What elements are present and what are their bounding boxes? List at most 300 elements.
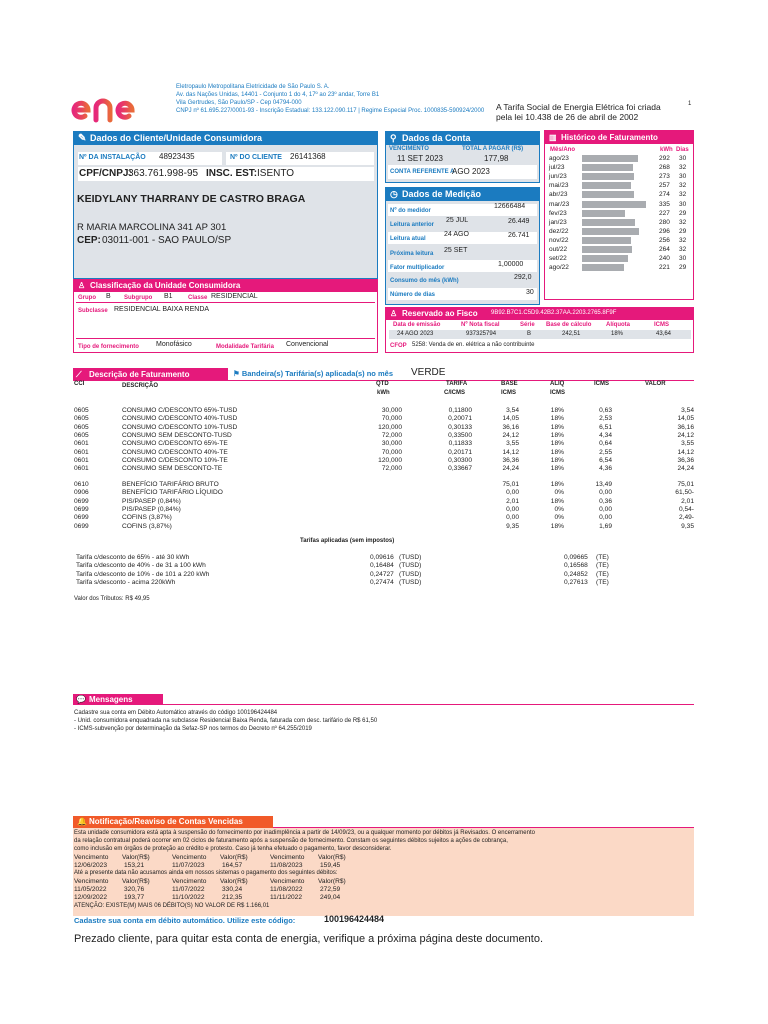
tarifas-list — [74, 554, 694, 594]
hist-mes: jan/23 — [549, 218, 567, 226]
icms-header: ICMS — [654, 322, 669, 328]
hist-bar — [582, 255, 628, 262]
hist-mes-header: Mês/Ano — [550, 147, 576, 153]
item-valor: 0,54- — [678, 505, 694, 513]
item-cci: 0699 — [74, 522, 89, 530]
leitura-atual-label: Leitura atual — [390, 236, 426, 242]
item-aliq: 18% — [550, 431, 564, 439]
cpf-label: CPF/CNPJ: — [79, 168, 132, 179]
tarifa-descricao: Tarifa s/desconto - acima 220kWh — [76, 578, 176, 586]
tipo-fornecimento-value: Monofásico — [156, 341, 192, 348]
col-base-sub: ICMS — [501, 390, 516, 396]
bell-icon: 🔔 — [77, 817, 87, 826]
item-cci: 0601 — [74, 448, 89, 456]
hist-row — [549, 218, 694, 227]
mensagem-2: - Unid. consumidora enquadrada na subclasse Residencial Baixa Renda, faturada com desc. tarifário de R$ 61,50 — [74, 718, 378, 724]
cliente-header — [74, 132, 377, 145]
faturamento-items — [74, 407, 694, 477]
hist-mes: fev/23 — [549, 209, 567, 217]
item-aliq: 0% — [554, 489, 564, 497]
medidor-value: 12666484 — [494, 203, 526, 210]
consumo-value: 292,0 — [514, 274, 532, 281]
classificacao-title: Classificação da Unidade Consumidora — [90, 281, 241, 290]
venc-header: Vencimento — [74, 878, 109, 885]
proxima-leitura-value: 25 SET — [444, 247, 468, 254]
tarifa-descricao: Tarifa c/desconto de 65% - até 30 kWh — [76, 554, 190, 561]
col-valor: VALOR — [645, 381, 666, 387]
item-base: 14,05 — [502, 415, 519, 423]
item-aliq: 18% — [550, 423, 564, 431]
base-value: 242,51 — [562, 331, 581, 337]
grupo-label: Grupo — [78, 295, 96, 301]
hist-mes: ago/23 — [549, 155, 569, 162]
subgrupo-value: B1 — [164, 293, 173, 300]
hist-mes: mai/23 — [549, 182, 569, 190]
bar-chart-icon: ▥ — [549, 133, 557, 142]
item-valor: 61,50- — [675, 489, 694, 497]
item-descricao: CONSUMO SEM DESCONTO-TE — [122, 465, 223, 473]
item-cci: 0605 — [74, 407, 89, 414]
tarifa-te: 0,09665 — [564, 554, 588, 561]
item-descricao: COFINS (3,87%) — [122, 522, 172, 530]
item-tarifa: 0,20171 — [448, 448, 472, 456]
lei-text: pela lei 10.438 de 26 de abril de 2002 — [496, 112, 639, 122]
notificacao-panel — [73, 816, 694, 916]
debito-codigo: 100196424484 — [324, 914, 385, 924]
item-tarifa: 0,20071 — [448, 415, 472, 423]
item-aliq: 0% — [554, 514, 564, 522]
company-name: Eletropaulo Metropolitana Eletricidade de São Paulo S. A. — [176, 84, 330, 90]
item-tarifa: 0,11800 — [448, 407, 472, 414]
fisco-title: Reservado ao Fisco — [402, 309, 478, 318]
total-label: TOTAL A PAGAR (R$) — [462, 146, 524, 152]
search-icon: ⚲ — [390, 133, 397, 143]
hist-kwh: 257 — [659, 182, 670, 190]
item-valor: 24,12 — [677, 431, 694, 439]
item-valor: 14,05 — [677, 415, 694, 423]
cliente-title: Dados do Cliente/Unidade Consumidora — [90, 133, 263, 143]
item-qtd: 72,000 — [381, 431, 402, 439]
total-value: 177,98 — [484, 154, 509, 163]
hist-dias: 32 — [679, 236, 687, 244]
debito-valor: 164,57 — [222, 862, 243, 869]
leitura-anterior-value: 26.449 — [508, 218, 530, 225]
cliente-num-value: 26141368 — [290, 152, 326, 161]
hist-kwh: 264 — [659, 246, 670, 253]
instalacao-value: 48923435 — [159, 152, 195, 161]
item-descricao: CONSUMO C/DESCONTO 40%-TUSD — [122, 415, 238, 423]
item-qtd: 120,000 — [378, 423, 402, 431]
faturamento-table-header — [74, 381, 694, 401]
nota-header: Nº Nota fiscal — [461, 322, 500, 328]
tarifa-descricao: Tarifa c/desconto de 40% - de 31 a 100 kWh — [76, 562, 206, 570]
cep-value: 03011-001 - SAO PAULO/SP — [102, 235, 232, 246]
item-tarifa: 0,11833 — [448, 440, 472, 448]
hist-kwh: 240 — [659, 255, 670, 263]
emissao-value: 24 AGO 2023 — [397, 331, 434, 337]
modalidade-label: Modalidade Tarifária — [216, 344, 274, 350]
tarifa-te-label: (TE) — [596, 578, 609, 586]
item-base: 36,16 — [502, 423, 519, 431]
item-qtd: 30,000 — [381, 440, 402, 448]
chat-icon: 💬 — [76, 695, 86, 704]
item-descricao: CONSUMO C/DESCONTO 65%-TUSD — [122, 407, 238, 414]
item-aliq: 18% — [550, 522, 564, 530]
hist-kwh: 296 — [659, 227, 670, 235]
venc-header: Vencimento — [74, 854, 109, 861]
classificacao-header — [74, 280, 377, 292]
item-icms: 0,64 — [599, 440, 612, 448]
item-descricao: CONSUMO C/DESCONTO 40%-TE — [122, 448, 228, 456]
item-qtd: 70,000 — [381, 448, 402, 456]
item-icms: 0,00 — [599, 505, 612, 513]
valor-header: Valor(R$) — [220, 854, 248, 861]
customer-address: R MARIA MARCOLINA 341 AP 301 — [77, 222, 227, 233]
notificacao-p2: da relação contratual poderá ocorrer em 02 ciclos de faturamento após a suspensão de fornecimento. Constam os seguintes débitos sujeitos a ações de cobrança, — [74, 838, 508, 844]
hist-bar — [582, 182, 631, 189]
tarifa-te: 0,27613 — [564, 578, 588, 586]
medicao-header — [386, 188, 539, 201]
item-icms: 0,00 — [599, 489, 612, 497]
classe-label: Classe — [188, 295, 208, 301]
fisco-panel — [385, 307, 694, 353]
faturamento-title: Descrição de Faturamento — [89, 370, 190, 379]
item-base: 75,01 — [502, 481, 519, 488]
item-base: 0,00 — [506, 489, 519, 497]
bandeira-label — [233, 369, 393, 378]
item-tarifa: 0,33667 — [448, 465, 472, 473]
item-cci: 0605 — [74, 415, 89, 423]
emissao-header: Data de emissão — [393, 322, 441, 328]
item-icms: 2,55 — [599, 448, 612, 456]
hist-dias: 32 — [679, 182, 687, 190]
hist-mes: nov/22 — [549, 236, 569, 244]
item-icms: 6,54 — [599, 456, 612, 464]
hist-kwh: 227 — [659, 209, 670, 217]
faturamento-items-2 — [74, 481, 694, 531]
hist-row — [549, 263, 694, 272]
mensagem-1: Cadastre sua conta em Débito Automático através do código 100196424484 — [74, 710, 278, 716]
grupo-value: B — [106, 293, 111, 300]
hist-kwh: 268 — [659, 164, 670, 172]
item-valor: 2,01 — [681, 497, 694, 505]
tarifa-tusd: 0,27474 — [370, 578, 394, 586]
proxima-leitura-label: Próxima leitura — [390, 251, 434, 257]
hist-bar — [582, 201, 646, 208]
hist-row — [549, 209, 694, 218]
item-qtd: 70,000 — [381, 415, 402, 423]
tarifa-tusd-label: (TUSD) — [399, 578, 422, 586]
item-base: 0,00 — [506, 514, 519, 522]
cfop-value: 5258: Venda de en. elétrica a não contribuinte — [412, 342, 535, 348]
item-aliq: 18% — [550, 407, 564, 414]
item-valor: 75,01 — [677, 481, 694, 488]
debito-valor: 153,21 — [124, 862, 145, 869]
col-tarifa-sub: C/ICMS — [444, 390, 465, 396]
tipo-fornecimento-label: Tipo de fornecimento — [78, 344, 139, 350]
bandeira-text: Bandeira(s) Tarifária(s) aplicada(s) no mês — [241, 369, 393, 378]
leitura-anterior-data: 25 JUL — [446, 217, 469, 224]
hist-dias: 32 — [679, 218, 687, 226]
hist-kwh: 292 — [659, 155, 670, 162]
tarifa-social-text: A Tarifa Social de Energia Elétrica foi criada — [496, 102, 661, 112]
item-cci: 0610 — [74, 481, 89, 488]
item-icms: 2,53 — [599, 415, 612, 423]
notificacao-header — [73, 816, 273, 828]
item-base: 3,54 — [506, 407, 519, 414]
item-icms: 4,36 — [599, 465, 612, 473]
hist-dias: 32 — [679, 246, 687, 253]
item-qtd: 72,000 — [381, 465, 402, 473]
hist-kwh: 335 — [659, 200, 670, 208]
referente-value: AGO 2023 — [452, 167, 490, 176]
tarifa-tusd: 0,09616 — [370, 554, 394, 561]
item-descricao: BENEFÍCIO TARIFÁRIO LÍQUIDO — [122, 489, 223, 497]
item-cci: 0699 — [74, 505, 89, 513]
classificacao-panel — [73, 279, 378, 353]
hist-dias: 30 — [679, 173, 687, 181]
hist-bar — [582, 237, 631, 244]
hist-bar — [582, 246, 632, 253]
venc-header: Vencimento — [270, 854, 305, 861]
pencil-icon: ✎ — [78, 133, 87, 144]
tarifa-tusd: 0,16484 — [370, 562, 394, 570]
flag-icon: ⚑ — [233, 369, 240, 378]
col-qtd-unit: kWh — [377, 390, 390, 396]
notificacao-title: Notificação/Reaviso de Contas Vencidas — [89, 817, 243, 826]
historico-title: Histórico de Faturamento — [561, 133, 658, 142]
leitura-atual-value: 26.741 — [508, 232, 530, 239]
hist-row — [549, 254, 694, 263]
conta-title: Dados da Conta — [402, 133, 471, 143]
icms-value: 43,64 — [656, 331, 672, 337]
item-valor: 36,36 — [677, 456, 694, 464]
hist-row — [549, 163, 694, 172]
hist-dias: 32 — [679, 191, 687, 199]
medicao-title: Dados de Medição — [402, 189, 482, 199]
item-cci: 0601 — [74, 456, 89, 464]
item-base: 9,35 — [506, 522, 519, 530]
hist-kwh: 274 — [659, 191, 670, 199]
fator-label: Fator multiplicador — [390, 265, 445, 271]
faturamento-header — [73, 368, 228, 381]
tributos-text: Valor dos Tributos: R$ 49,95 — [74, 596, 150, 602]
hist-row — [549, 245, 694, 254]
item-valor: 9,35 — [681, 522, 694, 530]
hist-dias: 29 — [679, 227, 687, 235]
hist-bar — [582, 219, 635, 226]
consumo-label: Consumo do mês (kWh) — [390, 278, 459, 284]
serie-value: B — [527, 331, 532, 337]
item-descricao: CONSUMO SEM DESCONTO-TUSD — [122, 431, 232, 439]
hist-mes: mar/23 — [549, 200, 570, 208]
item-aliq: 18% — [550, 415, 564, 423]
item-valor: 36,16 — [677, 423, 694, 431]
trend-icon: ⟋ — [76, 370, 82, 379]
hist-kwh: 256 — [659, 236, 670, 244]
hist-bar — [582, 210, 625, 217]
fisco-hash: 9B92.B7C1.C5D9.42B2.37AA.2203.2765.8F9F — [491, 310, 617, 316]
hist-dias: 30 — [679, 255, 687, 263]
item-icms: 4,34 — [599, 431, 612, 439]
valor-header: Valor(R$) — [318, 854, 346, 861]
enel-logo — [70, 90, 160, 124]
subgrupo-label: Subgrupo — [124, 295, 153, 301]
bandeira-valor: VERDE — [411, 367, 446, 378]
prezado-cliente-text: Prezado cliente, para quitar esta conta de energia, verifique a próxima página deste documento. — [74, 933, 544, 945]
insc-value: ISENTO — [257, 168, 295, 179]
item-valor: 14,12 — [677, 448, 694, 456]
item-cci: 0699 — [74, 514, 89, 522]
tarifa-te-label: (TE) — [596, 554, 609, 561]
debito-valor: 193,77 — [124, 894, 145, 901]
hist-bar — [582, 191, 634, 198]
valor-header: Valor(R$) — [122, 854, 150, 861]
subclasse-value: RESIDENCIAL BAIXA RENDA — [114, 306, 210, 313]
item-aliq: 18% — [550, 481, 564, 488]
cfop-label: CFOP — [390, 343, 407, 349]
item-cci: 0605 — [74, 431, 89, 439]
item-icms: 0,36 — [599, 497, 612, 505]
debito-automatico-text: Cadastre sua conta em débito automático. Utilize este código: — [74, 916, 296, 925]
hist-dias-header: Dias — [676, 147, 689, 153]
item-cci: 0601 — [74, 440, 89, 448]
tarifa-descricao: Tarifa c/desconto de 10% - de 101 a 220 kWh — [76, 570, 210, 578]
item-valor: 2,49- — [678, 514, 694, 522]
item-cci: 0601 — [74, 465, 89, 473]
fisco-header — [386, 308, 693, 320]
hist-dias: 29 — [679, 209, 687, 217]
col-icms: ICMS — [594, 381, 609, 387]
debito-valor: 159,45 — [320, 862, 341, 869]
debito-vencimento: 12/06/2023 — [74, 862, 108, 869]
hist-bar — [582, 164, 633, 171]
aliquota-header: Alíquota — [606, 322, 630, 328]
item-base: 36,36 — [502, 456, 519, 464]
notificacao-p5: ATENÇÃO: EXISTE(M) MAIS 06 DÉBITO(S) NO VALOR DE R$ 1.166,01 — [74, 903, 270, 909]
hist-row — [549, 190, 694, 199]
hist-row — [549, 236, 694, 245]
item-qtd: 30,000 — [381, 407, 402, 414]
historico-panel — [544, 130, 694, 300]
col-aliq-sub: ICMS — [550, 390, 565, 396]
item-icms: 0,00 — [599, 514, 612, 522]
hist-mes: dez/22 — [549, 227, 569, 235]
hist-dias: 30 — [679, 200, 687, 208]
venc-header: Vencimento — [270, 878, 305, 885]
hist-mes: out/22 — [549, 246, 568, 253]
item-descricao: COFINS (3,87%) — [122, 514, 172, 522]
col-qtd: QTD — [376, 381, 389, 387]
hist-row — [549, 227, 694, 236]
cep-label: CEP: — [77, 235, 101, 246]
hist-bar — [582, 264, 624, 271]
tarifas-title: Tarifas aplicadas (sem impostos) — [300, 538, 395, 544]
vencimento-label: VENCIMENTO — [389, 146, 429, 152]
modalidade-value: Convencional — [286, 341, 329, 348]
fator-value: 1,00000 — [498, 261, 524, 268]
tarifa-tusd-label: (TUSD) — [399, 570, 422, 578]
notificacao-p3: como inclusão em órgãos de proteção ao crédito e protesto. Caso já tenha efetuado o pagamento, favor desconsiderar. — [74, 846, 392, 852]
hist-mes: set/22 — [549, 255, 567, 263]
item-base: 2,01 — [506, 497, 519, 505]
company-city: Vila Gertrudes, São Paulo/SP - Cep 04794-000 — [176, 100, 302, 106]
item-tarifa: 0,33500 — [448, 431, 472, 439]
item-tarifa: 0,30300 — [448, 456, 472, 464]
item-base: 0,00 — [506, 505, 519, 513]
debito-vencimento: 12/09/2022 — [74, 894, 108, 901]
item-base: 14,12 — [502, 448, 519, 456]
item-descricao: BENEFÍCIO TARIFÁRIO BRUTO — [122, 481, 219, 488]
mensagem-3: - ICMS-subvenção por determinação da Sefaz-SP nos termos do Decreto nº 64.255/2019 — [74, 726, 312, 732]
cliente-panel — [73, 131, 378, 279]
tarifa-te-label: (TE) — [596, 562, 609, 570]
user-icon: ♙ — [390, 309, 398, 318]
company-info — [176, 84, 516, 115]
hist-row — [549, 172, 694, 181]
serie-header: Série — [520, 322, 535, 328]
valor-header: Valor(R$) — [318, 878, 346, 885]
hist-row — [549, 181, 694, 190]
hist-row — [549, 154, 694, 163]
tarifa-tusd-label: (TUSD) — [399, 562, 422, 570]
item-descricao: PIS/PASEP (0,84%) — [122, 505, 181, 513]
hist-kwh: 280 — [659, 218, 670, 226]
mensagens-header — [73, 694, 163, 705]
tarifa-te-label: (TE) — [596, 570, 609, 578]
notificacao-p4: Até a presente data não acusamos ainda em nossos sistemas o pagamento dos seguintes débitos: — [74, 870, 338, 876]
hist-kwh: 221 — [659, 264, 670, 272]
tarifa-te: 0,24852 — [564, 570, 588, 578]
hist-kwh: 273 — [659, 173, 670, 181]
item-valor: 3,55 — [681, 440, 694, 448]
item-tarifa: 0,30133 — [448, 423, 472, 431]
hist-mes: jul/23 — [549, 164, 565, 172]
company-address: Av. das Nações Unidas, 14401 - Conjunto 1 do 4, 17º ao 23º andar, Torre B1 — [176, 92, 380, 98]
item-icms: 6,51 — [599, 423, 612, 431]
conta-panel — [385, 131, 540, 183]
item-base: 24,24 — [502, 465, 519, 473]
item-aliq: 18% — [550, 448, 564, 456]
tarifa-te: 0,16568 — [564, 562, 588, 570]
leitura-atual-data: 24 AGO — [444, 231, 469, 238]
item-base: 3,55 — [506, 440, 519, 448]
conta-header — [386, 132, 539, 145]
hist-dias: 30 — [679, 155, 687, 162]
instalacao-label: Nº DA INSTALAÇÃO — [79, 154, 146, 161]
customer-name: KEIDYLANY THARRANY DE CASTRO BRAGA — [77, 193, 306, 205]
dias-value: 30 — [526, 289, 534, 296]
page-number: 1 — [688, 101, 692, 107]
valor-header: Valor(R$) — [220, 878, 248, 885]
hist-mes: ago/22 — [549, 264, 569, 272]
debito-vencimento: 11/08/2023 — [270, 862, 303, 869]
hist-mes: abr/23 — [549, 191, 568, 199]
classe-value: RESIDENCIAL — [211, 293, 258, 300]
tarifa-tusd: 0,24727 — [370, 570, 394, 578]
hist-kwh-header: kWh — [660, 147, 673, 153]
debito-valor: 249,04 — [320, 894, 341, 901]
venc-header: Vencimento — [172, 854, 207, 861]
item-base: 24,12 — [502, 431, 519, 439]
item-aliq: 18% — [550, 497, 564, 505]
hist-dias: 32 — [679, 164, 687, 172]
item-cci: 0605 — [74, 423, 89, 431]
debito-vencimento: 11/07/2022 — [172, 886, 205, 893]
medicao-panel — [385, 187, 540, 305]
leitura-anterior-label: Leitura anterior — [390, 222, 435, 228]
debito-valor: 272,59 — [320, 886, 341, 893]
